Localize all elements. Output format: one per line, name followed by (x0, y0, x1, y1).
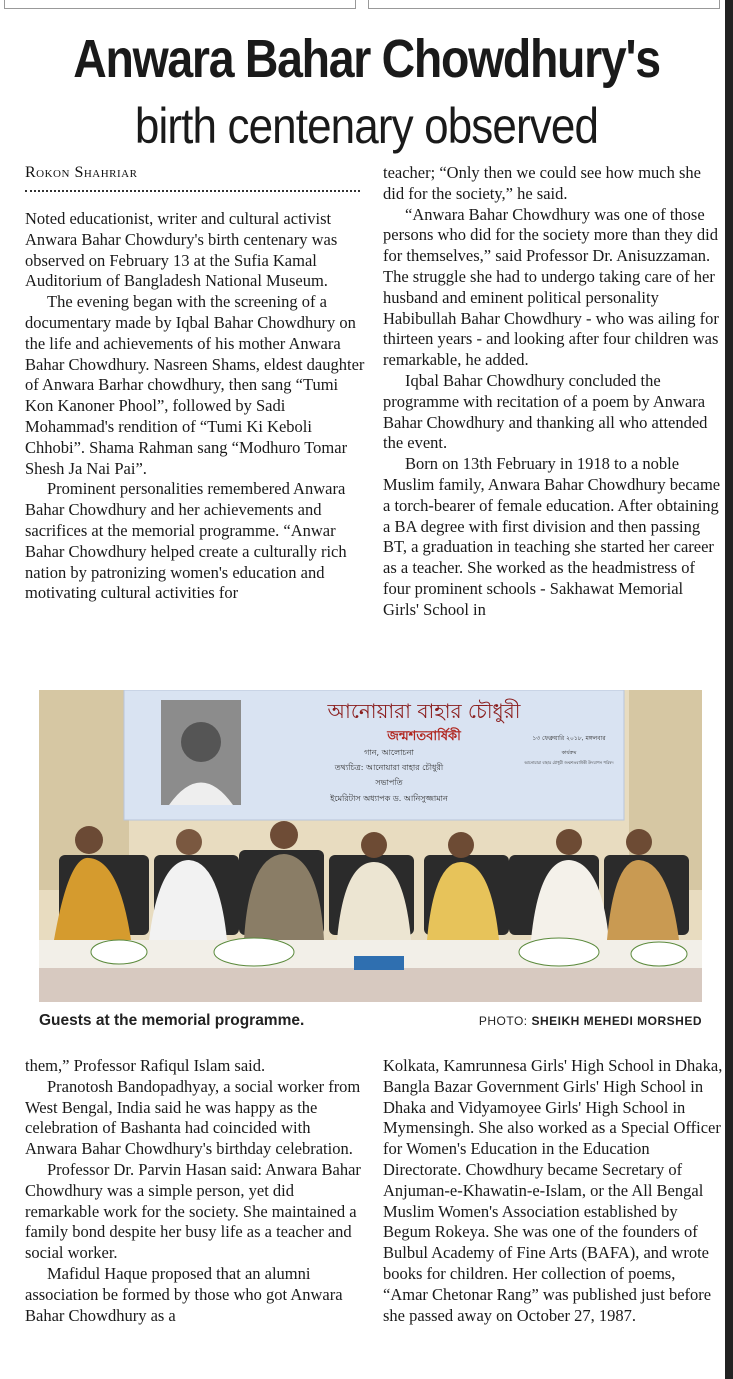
paragraph: Prominent personalities remembered Anwara Bahar Chowdhury and her achievements and sacrifices at the memorial programme. “Anwar Bahar Chowdhury helped create a culturally rich nation by patronizing women's education and motivating cultural activities for (25, 479, 347, 603)
page-top-edge (0, 0, 733, 10)
event-photo-illustration (39, 690, 702, 1002)
photo-credit-name: SHEIKH MEHEDI MORSHED (531, 1014, 702, 1028)
paragraph: teacher; “Only then we could see how much she did for the society,” he said. (383, 163, 701, 203)
page-right-edge (725, 0, 733, 1379)
paragraph: The evening began with the screening of a documentary made by Iqbal Bahar Chowdhury on the life and achievements of his mother Anwara Bahar Chowdhury. Nasreen Shams, eldest daughter of Anwara Barhar chowdhury, then sang “Tumi Kon Kanoner Phool”, followed by Sadi Mohammad's rendition of “Tumi Ki Keboli Chhobi”. Shama Rahman sang “Modhuro Tomar Shesh Ja Nai Pai”. (25, 292, 365, 478)
banner-line-3: সভাপতি (375, 778, 403, 787)
paragraph: Iqbal Bahar Chowdhury concluded the programme with recitation of a poem by Anwara Bahar Chowdhury and thanking all who attended the event. (383, 370, 708, 453)
event-photo (39, 690, 702, 1002)
paragraph: them,” Professor Rafiqul Islam said. (25, 1056, 266, 1075)
article-column-2 (383, 163, 723, 621)
article-column-4 (383, 1056, 723, 1326)
nameplate-box (354, 956, 404, 970)
headline-line-2: birth centenary observed (134, 98, 599, 154)
banner-date: ১৩ ফেব্রুয়ারি ২০১৮, মঙ্গলবার (532, 735, 606, 742)
banner-line-1: গান, আলোচনা (364, 748, 414, 757)
paragraph: “Anwara Bahar Chowdhury was one of those persons who did for the society more than they did for themselves,” said Professor Dr. Anisuzzaman. The struggle she had to undergo taking care of her husband and eminent political personality Habibullah Bahar Chowdhury - who was ailing for thirteen years - and looking after four children was remarkable, he added. (383, 204, 719, 370)
banner-org: কার্যক্রম (561, 750, 577, 756)
paragraph: Mafidul Haque proposed that an alumni association be formed by those who got Anwara Bahar Chowdhury as a (25, 1263, 343, 1325)
banner-org-2: আনোয়ারা বাহার চৌধুরী জন্মশতবার্ষিকী উদযাপন পরিষদ (524, 760, 614, 765)
paragraph: Noted educationist, writer and cultural activist Anwara Bahar Chowdury's birth centenary was observed on February 13 at the Sufia Kamal Auditorium of Bangladesh National Museum. (25, 209, 338, 291)
banner-line-4: ইমেরিটাস অধ্যাপক ড. আনিসুজ্জামান (330, 794, 448, 803)
headline-line-1: Anwara Bahar Chowdhury's (73, 29, 660, 89)
top-frame-left (4, 0, 356, 9)
byline-divider (25, 190, 360, 192)
byline: Rokon Shahriar (25, 164, 138, 181)
photo-credit (479, 1014, 702, 1028)
photo-caption: Guests at the memorial programme. (39, 1012, 305, 1029)
paragraph: Born on 13th February in 1918 to a noble Muslim family, Anwara Bahar Chowdhury became a torch-bearer of female education. After obtaining a BA degree with first division and then passing BT, a graduation in teaching she started her career as a teacher. She worked as the headmistress of four prominent schools - Sakhawat Memorial Girls' School in (383, 454, 721, 619)
banner-title: আনোয়ারা বাহার চৌধুরী (327, 699, 521, 723)
article-column-1 (25, 209, 365, 604)
paragraph: Professor Dr. Parvin Hasan said: Anwara Bahar Chowdhury was a simple person, yet did remarkable work for the society. She maintained a family bond despite her busy life as a teacher and social worker. (25, 1159, 361, 1263)
photo-credit-label: PHOTO: (478, 1014, 528, 1028)
paragraph: Pranotosh Bandopadhyay, a social worker from West Bengal, India said he was happy as the celebration of Bashanta had coincided with Anwara Bahar Chowdhury's birthday celebration. (25, 1076, 361, 1159)
top-frame-right (368, 0, 720, 9)
banner-line-2: তথ্যচিত্র: আনোয়ারা বাহার চৌধুরী (334, 763, 444, 772)
banner-subtitle: জন্মশতবার্ষিকী (387, 729, 461, 744)
article-column-3 (25, 1056, 365, 1326)
paragraph: Kolkata, Kamrunnesa Girls' High School in Dhaka, Bangla Bazar Government Girls' High School in Dhaka and Vidyamoyee Girls' High School in Mymensingh. She also worked as a Special Officer for Women's Education in the Education Directorate. Chowdhury became Secretary of Anjuman-e-Khawatin-e-Islam, or the All Bengal Muslim Women's Association established by Begum Rokeya. She was one of the founders of Bulbul Academy of Fine Arts (BAFA), and wrote books for children. Her collection of poems, “Amar Chetonar Rang” was published just before she passed away on October 27, 1987. (383, 1056, 723, 1325)
